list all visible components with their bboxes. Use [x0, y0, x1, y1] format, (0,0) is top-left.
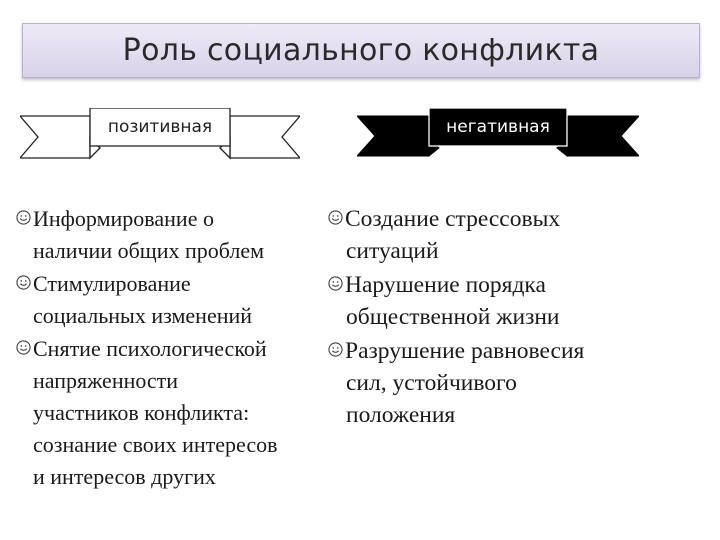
smiley-bullet-icon	[328, 342, 343, 357]
positive-list	[16, 203, 336, 494]
item-line: Создание стрессовых	[345, 206, 561, 232]
list-item	[16, 203, 336, 267]
list-item	[328, 203, 708, 267]
list-item	[16, 268, 336, 332]
item-line: наличии общих проблем	[33, 238, 265, 263]
item-line: напряженности	[33, 368, 179, 393]
item-line: ситуаций	[346, 238, 439, 264]
smiley-bullet-icon	[328, 210, 343, 225]
list-item	[16, 333, 336, 493]
positive-banner-label: позитивная	[107, 117, 213, 137]
negative-list	[328, 203, 708, 433]
item-line: Разрушение равновесия	[345, 338, 585, 364]
item-line: Стимулирование	[33, 271, 191, 296]
smiley-bullet-icon	[16, 340, 31, 355]
smiley-bullet-icon	[16, 275, 31, 290]
item-line: Информирование о	[33, 206, 214, 231]
item-line: Снятие психологической	[33, 336, 267, 361]
list-item	[328, 335, 708, 431]
negative-banner-label: негативная	[446, 117, 550, 137]
item-line: общественной жизни	[346, 304, 560, 330]
page-title: Роль социального конфликта	[122, 33, 600, 68]
positive-banner	[20, 108, 300, 166]
item-line: социальных изменений	[33, 303, 253, 328]
item-line: Нарушение порядка	[345, 272, 546, 298]
smiley-bullet-icon	[328, 276, 343, 291]
smiley-bullet-icon	[16, 210, 31, 225]
item-line: сил, устойчивого	[346, 370, 517, 396]
item-line: участников конфликта:	[33, 400, 250, 425]
list-item	[328, 269, 708, 333]
title-box	[22, 23, 700, 78]
item-line: сознание своих интересов	[33, 432, 278, 457]
item-line: и интересов других	[33, 464, 216, 489]
negative-banner	[357, 106, 639, 164]
item-line: положения	[346, 402, 456, 428]
